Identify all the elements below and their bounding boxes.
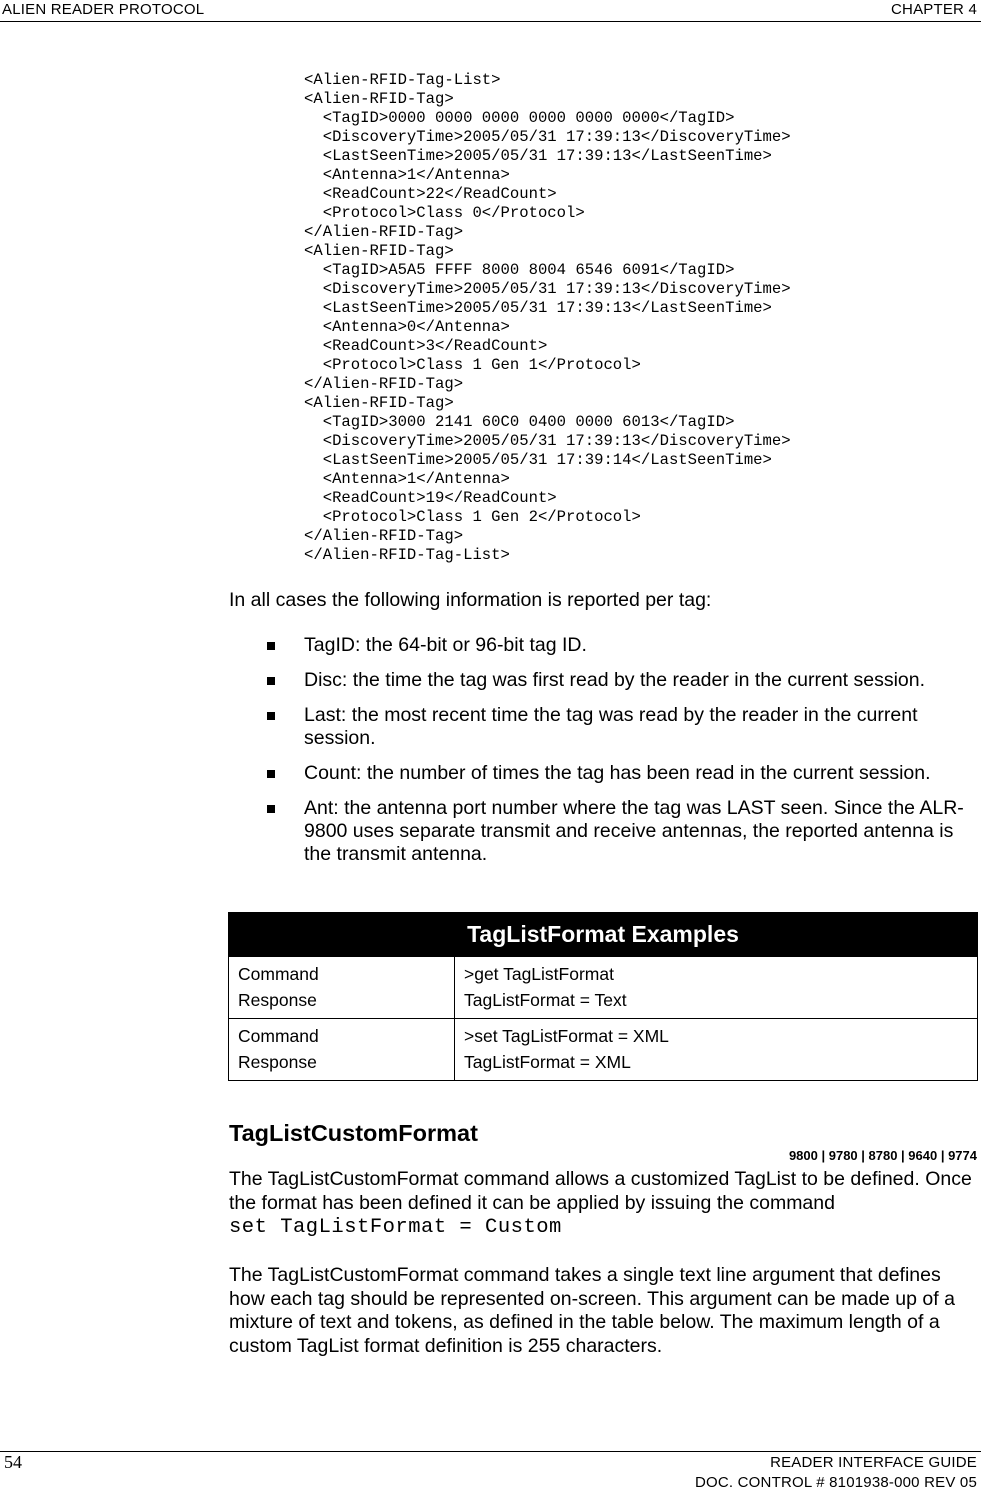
xml-code-listing (304, 71, 791, 565)
list-item-text: Last: the most recent time the tag was read by the reader in the current session. (304, 704, 918, 749)
running-header-title: ALIEN READER PROTOCOL (2, 1, 205, 18)
code-line: </Alien-RFID-Tag> (304, 223, 464, 241)
code-line: <ReadCount>22</ReadCount> (304, 185, 557, 203)
code-line: <ReadCount>19</ReadCount> (304, 489, 557, 507)
response-value: TagListFormat = XML (464, 1052, 631, 1072)
command-label: Command (238, 1026, 319, 1046)
code-line: <DiscoveryTime>2005/05/31 17:39:13</DiscoveryTime> (304, 280, 791, 298)
section-heading: TagListCustomFormat (229, 1120, 478, 1146)
code-line: <Protocol>Class 1 Gen 1</Protocol> (304, 356, 641, 374)
command-label: Command (238, 964, 319, 984)
page-number: 54 (4, 1452, 22, 1472)
section-paragraph-1 (229, 1168, 981, 1241)
code-line: <LastSeenTime>2005/05/31 17:39:14</LastSeenTime> (304, 451, 772, 469)
square-bullet-icon (267, 642, 275, 650)
intro-paragraph: In all cases the following information is reported per tag: (229, 589, 712, 611)
list-item (229, 762, 981, 785)
code-line: <Antenna>1</Antenna> (304, 470, 510, 488)
list-item (229, 634, 981, 657)
square-bullet-icon (267, 677, 275, 685)
code-line: <LastSeenTime>2005/05/31 17:39:13</LastSeenTime> (304, 147, 772, 165)
square-bullet-icon (267, 712, 275, 720)
square-bullet-icon (267, 770, 275, 778)
code-line: <TagID>3000 2141 60C0 0400 0000 6013</TagID> (304, 413, 735, 431)
code-line: <ReadCount>3</ReadCount> (304, 337, 548, 355)
square-bullet-icon (267, 805, 275, 813)
section-paragraph-2: The TagListCustomFormat command takes a single text line argument that defines how each tag should be represented on-screen. This argument can be made up of a mixture of text and tokens, as defined in the table below. The maximum length of a custom TagList format definition is 255 characters. (229, 1264, 955, 1357)
table-header-row (229, 913, 978, 957)
table-cell-labels (229, 957, 455, 1019)
response-label: Response (238, 990, 317, 1010)
list-item-text: Count: the number of times the tag has been read in the current session. (304, 762, 931, 784)
response-value: TagListFormat = Text (464, 990, 627, 1010)
code-line: <TagID>0000 0000 0000 0000 0000 0000</TagID> (304, 109, 735, 127)
header-rule (0, 21, 981, 22)
code-line: <Antenna>1</Antenna> (304, 166, 510, 184)
list-item (229, 704, 981, 750)
code-line: <Alien-RFID-Tag-List> (304, 71, 501, 89)
code-line: </Alien-RFID-Tag> (304, 375, 464, 393)
table-title: TagListFormat Examples (229, 913, 978, 957)
table-cell-values (455, 1019, 978, 1081)
code-line: <DiscoveryTime>2005/05/31 17:39:13</DiscoveryTime> (304, 432, 791, 450)
list-item-text: TagID: the 64-bit or 96-bit tag ID. (304, 634, 587, 656)
command-value: >set TagListFormat = XML (464, 1026, 669, 1046)
list-item-text: Disc: the time the tag was first read by the reader in the current session. (304, 669, 926, 691)
list-item (229, 797, 981, 866)
code-line: <Protocol>Class 1 Gen 2</Protocol> (304, 508, 641, 526)
tag-info-list (229, 634, 981, 878)
response-label: Response (238, 1052, 317, 1072)
table-row (229, 957, 978, 1019)
code-line: <Protocol>Class 0</Protocol> (304, 204, 585, 222)
table-cell-labels (229, 1019, 455, 1081)
footer-doc-control: DOC. CONTROL # 8101938-000 REV 05 (694, 1474, 977, 1491)
code-line: <Alien-RFID-Tag> (304, 242, 454, 260)
code-line: <DiscoveryTime>2005/05/31 17:39:13</DiscoveryTime> (304, 128, 791, 146)
code-line: <TagID>A5A5 FFFF 8000 8004 6546 6091</TagID> (304, 261, 735, 279)
code-line: </Alien-RFID-Tag> (304, 527, 464, 545)
taglistformat-examples-table (228, 912, 978, 1081)
list-item (229, 669, 981, 692)
running-header-chapter: CHAPTER 4 (891, 1, 977, 18)
paragraph-text: The TagListCustomFormat command allows a customized TagList to be defined. Once the format has been defined it can be applied by issuing the command (229, 1168, 972, 1214)
table-cell-values (455, 957, 978, 1019)
code-line: <LastSeenTime>2005/05/31 17:39:13</LastSeenTime> (304, 299, 772, 317)
code-line: <Alien-RFID-Tag> (304, 394, 454, 412)
code-line: <Alien-RFID-Tag> (304, 90, 454, 108)
command-value: >get TagListFormat (464, 964, 614, 984)
footer-guide-title: READER INTERFACE GUIDE (770, 1454, 977, 1471)
code-line: <Antenna>0</Antenna> (304, 318, 510, 336)
code-line: </Alien-RFID-Tag-List> (304, 546, 510, 564)
table-row (229, 1019, 978, 1081)
supported-models: 9800 | 9780 | 8780 | 9640 | 9774 (788, 1148, 977, 1163)
inline-command: set TagListFormat = Custom (229, 1216, 562, 1239)
footer-rule (0, 1451, 981, 1452)
list-item-text: Ant: the antenna port number where the tag was LAST seen. Since the ALR-9800 uses separate transmit and receive antennas, the reported antenna is the transmit antenna. (304, 797, 964, 865)
